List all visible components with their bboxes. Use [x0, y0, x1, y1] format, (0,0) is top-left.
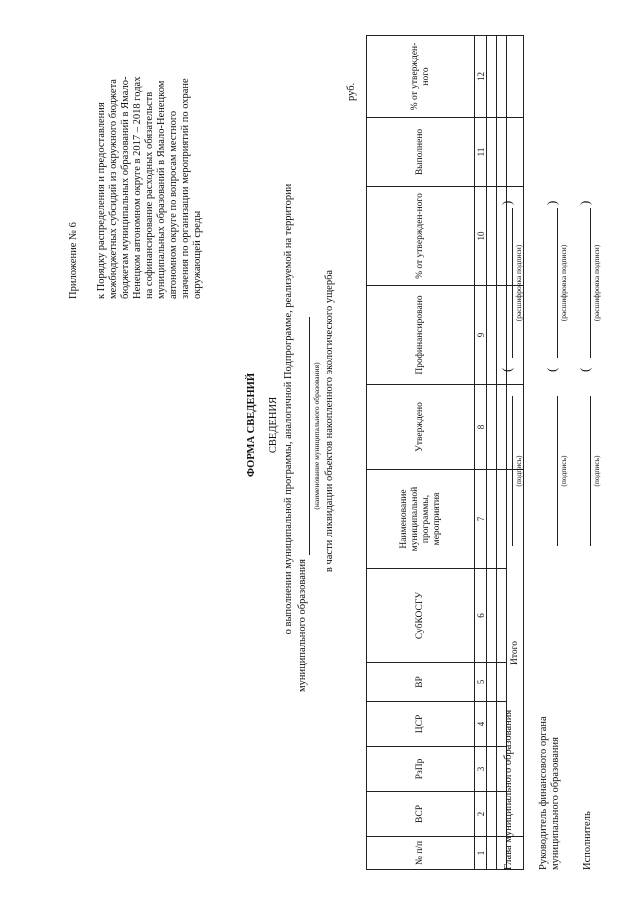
table-cell[interactable]: [497, 470, 507, 569]
total-cell[interactable]: [507, 36, 524, 118]
signature-role-finance: [538, 716, 562, 870]
column-number: 8: [475, 385, 487, 470]
appendix-line: автономном округе по вопросам местного: [168, 110, 179, 299]
column-number: 5: [475, 663, 487, 702]
header-cell: % от утвержден-ного: [367, 187, 475, 286]
column-number: 1: [475, 837, 487, 870]
signature-caption: (подпись): [514, 455, 523, 487]
signature-line[interactable]: [590, 396, 591, 546]
table-cell[interactable]: [487, 470, 497, 569]
appendix-line: бюджетам муниципальных образований в Ямало-: [120, 76, 131, 299]
appendix-line: к Порядку распределения и предоставления: [96, 102, 107, 299]
decode-line[interactable]: [590, 208, 591, 358]
appendix-line: Ненецком автономном округе в 2017 – 2018 годах: [132, 76, 143, 299]
table-cell[interactable]: [487, 792, 497, 837]
table-cell[interactable]: [497, 118, 507, 187]
decode-line[interactable]: [557, 208, 558, 358]
bracket-open: (: [499, 367, 514, 372]
appendix-title: Приложение № 6: [68, 222, 79, 299]
table-cell[interactable]: [487, 118, 497, 187]
decode-caption: (расшифровка подписи): [559, 244, 568, 322]
form-part-line: в части ликвидации объектов накопленного экологического ущерба: [324, 269, 335, 573]
signature-line[interactable]: [512, 396, 513, 546]
total-cell[interactable]: [507, 118, 524, 187]
table-cell[interactable]: [487, 385, 497, 470]
column-number: 6: [475, 569, 487, 663]
municipality-name-line: [309, 317, 310, 555]
column-number: 3: [475, 747, 487, 792]
column-number: 12: [475, 36, 487, 118]
table-cell[interactable]: [487, 747, 497, 792]
bracket-open: (: [577, 367, 592, 372]
table-row: [487, 36, 497, 870]
table-cell[interactable]: [487, 286, 497, 385]
table-cell[interactable]: [497, 569, 507, 663]
column-number: 7: [475, 470, 487, 569]
bracket-close: ): [544, 200, 559, 205]
appendix-line: на софинансирование расходных обязательств: [144, 91, 155, 299]
table-cell[interactable]: [487, 569, 497, 663]
table-cell[interactable]: [487, 663, 497, 702]
table-cell[interactable]: [487, 702, 497, 747]
header-cell: Утверждено: [367, 385, 475, 470]
bracket-close: ): [577, 200, 592, 205]
appendix-line: межбюджетных субсидий из окружного бюджета: [108, 79, 119, 299]
form-description-mo: муниципального образования: [297, 559, 308, 692]
header-cell: ВСР: [367, 792, 475, 837]
table-cell[interactable]: [497, 385, 507, 470]
header-cell: № п/п: [367, 837, 475, 870]
appendix-line: значения по организации мероприятий по охране: [180, 78, 191, 299]
column-number-row: [475, 36, 487, 870]
table-cell[interactable]: [497, 36, 507, 118]
decode-caption: (расшифровка подписи): [592, 244, 601, 322]
table-cell[interactable]: [497, 663, 507, 702]
decode-caption: (расшифровка подписи): [514, 244, 523, 322]
role-line: муниципального образования: [550, 737, 561, 870]
currency-unit: руб.: [346, 82, 357, 101]
signature-role-executor: Исполнитель: [582, 811, 593, 870]
appendix-text: [96, 0, 204, 299]
signature-role-head: Глава муниципального образования: [503, 709, 514, 870]
total-label: Итого: [507, 470, 524, 837]
header-cell: Наименование муниципальной программы, мероприятия: [367, 470, 475, 569]
form-description: о выполнении муниципальной программы, аналогичной Подпрограмме, реализуемой на территории: [283, 183, 294, 635]
header-cell: % от утвержден-ного: [367, 36, 475, 118]
table-cell[interactable]: [487, 837, 497, 870]
table-header-row: [367, 36, 475, 870]
appendix-line: окружающей среды: [192, 210, 203, 299]
municipality-caption: (наименование муниципального образования): [312, 362, 321, 510]
column-number: 9: [475, 286, 487, 385]
column-number: 4: [475, 702, 487, 747]
header-cell: Выполнено: [367, 118, 475, 187]
decode-line[interactable]: [512, 208, 513, 358]
table-cell[interactable]: [487, 187, 497, 286]
signature-line[interactable]: [557, 396, 558, 546]
column-number: 10: [475, 187, 487, 286]
table-cell[interactable]: [487, 36, 497, 118]
header-cell: ВР: [367, 663, 475, 702]
role-line: Руководитель финансового органа: [538, 716, 549, 870]
header-cell: Профинансировано: [367, 286, 475, 385]
signature-caption: (подпись): [592, 455, 601, 487]
column-number: 2: [475, 792, 487, 837]
column-number: 11: [475, 118, 487, 187]
form-subtitle: СВЕДЕНИЯ: [268, 396, 279, 454]
bracket-close: ): [499, 200, 514, 205]
header-cell: СубКОСГУ: [367, 569, 475, 663]
signature-caption: (подпись): [559, 455, 568, 487]
header-cell: ЦСР: [367, 702, 475, 747]
appendix-line: муниципальных образований в Ямало-Ненецком: [156, 80, 167, 299]
bracket-open: (: [544, 367, 559, 372]
report-table: [366, 35, 524, 870]
header-cell: РзПр: [367, 747, 475, 792]
form-title: ФОРМА СВЕДЕНИЙ: [246, 373, 257, 477]
